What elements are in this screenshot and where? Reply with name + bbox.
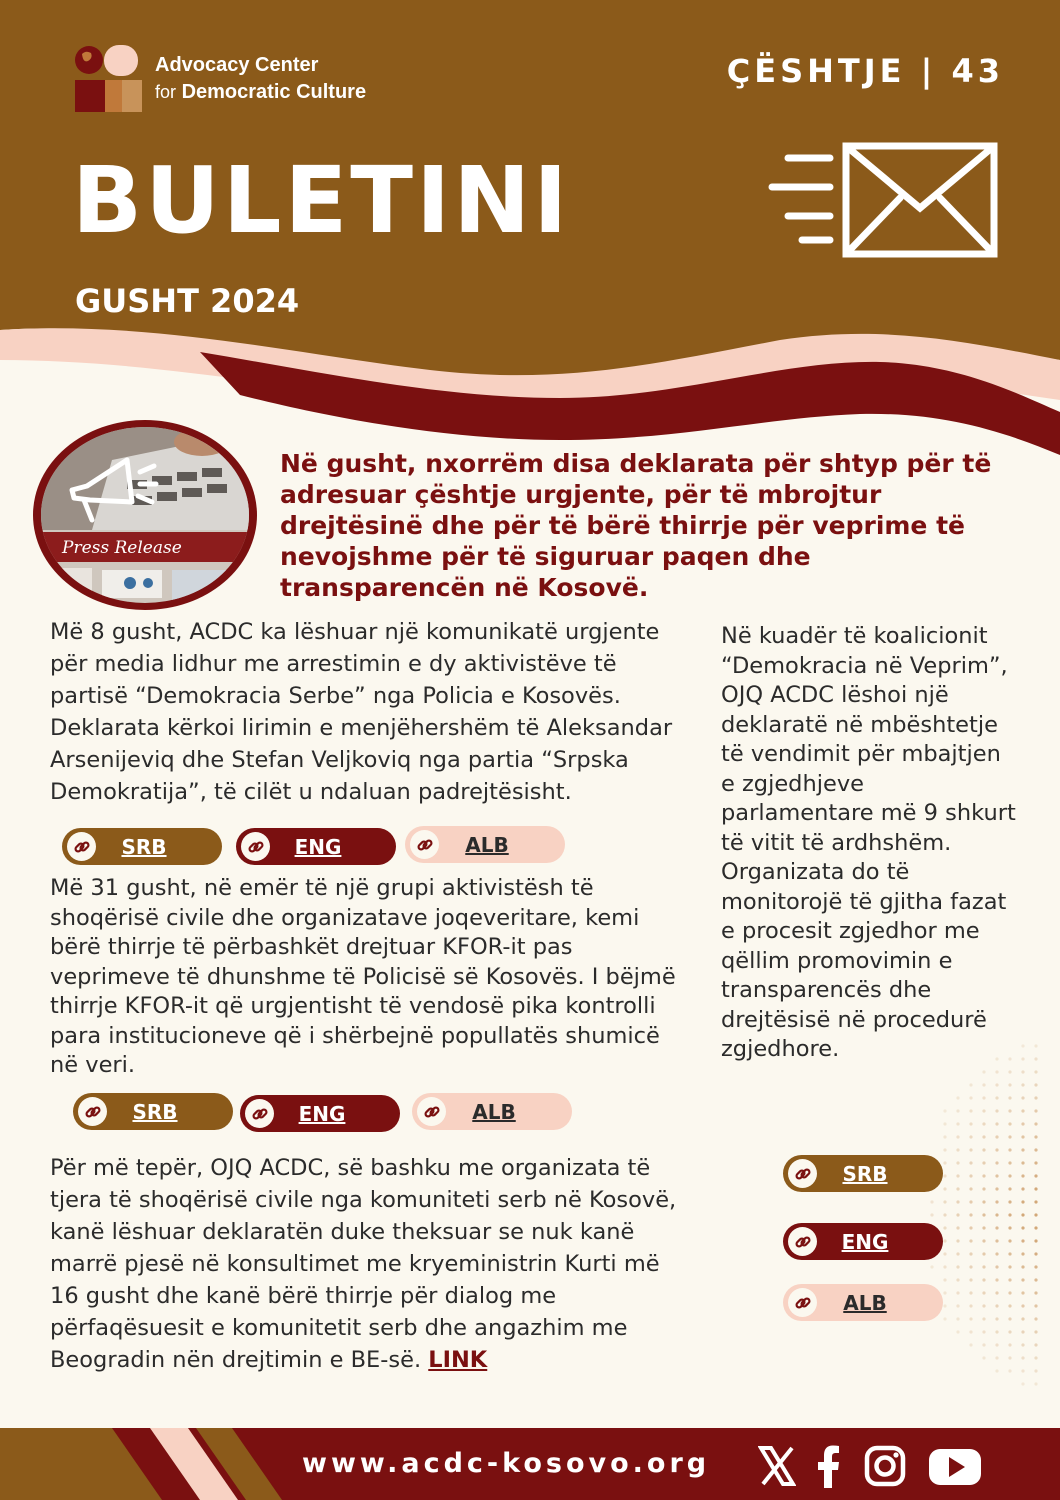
link-icon	[417, 1097, 446, 1126]
facebook-icon[interactable]	[814, 1444, 842, 1488]
org-name	[155, 52, 366, 106]
article-4-alb-link[interactable]	[783, 1284, 943, 1321]
newsletter-title: BULETINI	[72, 147, 571, 254]
article-1-text: Më 8 gusht, ACDC ka lëshuar një komunikatë urgjente për media lidhur me arrestimin e dy aktivistëve të partisë “Demokracia Serbe” nga Policia e Kosovës. Deklarata kërkoi lirimin e menjëhershëm të Aleksandar Arsenijeviq dhe Stefan Veljkoviq nga partia “Srpska Demokratija”, të cilët u ndaluan padrejtësisht.	[50, 619, 673, 805]
eng-label: ENG	[298, 1101, 346, 1126]
srb-label: SRB	[132, 1099, 178, 1124]
org-name-line2	[155, 79, 366, 106]
alb-label: ALB	[843, 1290, 887, 1315]
alb-label: ALB	[472, 1099, 516, 1124]
org-name-main: Democratic Culture	[181, 81, 367, 103]
article-4-text: Në kuadër të koalicionit “Demokracia në Veprim”, OJQ ACDC lëshoi një deklaratë në mbështetje të vendimit për mbajtjen e zgjedhjeve parlamentare më 9 shkurt të vitit të ardhshëm. Organizata do të monitorojë të gjitha fazat e procesit zgjedhor me qëllim promovimin e transparencës dhe drejtësisë në procedurë zgjedhore.	[721, 623, 1016, 1062]
org-name-line1: Advocacy Center	[155, 54, 319, 76]
link-icon	[788, 1227, 817, 1256]
article-1-eng-link[interactable]	[236, 828, 396, 865]
article-2-alb-link[interactable]	[412, 1093, 572, 1130]
org-name-prefix: for	[155, 82, 177, 102]
article-1-alb-link[interactable]	[405, 826, 565, 863]
link-icon	[410, 830, 439, 859]
link-icon	[241, 832, 270, 861]
acdc-logo	[74, 42, 146, 114]
press-release-caption: Press Release	[62, 538, 182, 558]
youtube-icon[interactable]	[928, 1444, 982, 1488]
website-link[interactable]: www.acdc-kosovo.org	[302, 1448, 711, 1479]
srb-label: SRB	[121, 834, 167, 859]
issue-number: ÇËSHTJE | 43	[726, 52, 1004, 90]
instagram-icon[interactable]	[863, 1444, 907, 1488]
article-1-srb-link[interactable]	[62, 828, 222, 865]
link-icon	[78, 1097, 107, 1126]
link-icon	[67, 832, 96, 861]
srb-label: SRB	[842, 1161, 888, 1186]
article-3-body: Për më tepër, OJQ ACDC, së bashku me organizata të tjera të shoqërisë civile nga komuniteti serb në Kosovë, kanë lëshuar deklaratën duke theksuar se nuk kanë marrë pjesë në konsultimet me kryeministrin Kurti më 16 gusht dhe kanë bërë thirrje për dialog me përfaqësuesit e komunitetit serb dhe angazhim me Beogradin nën drejtimin e BE-së.	[50, 1155, 677, 1373]
article-2-text: Më 31 gusht, në emër të një grupi aktivistësh të shoqërisë civile dhe organizatave joqeveritare, kemi bërë thirrje të përbashkët drejtuar KFOR-it pas veprimeve të dhunshme të Policisë së Kosovës. I bëjmë thirrje KFOR-it që urgjentisht të vendosë pika kontrolli para institucioneve që i shërbejnë popullatës shumicë në veri.	[50, 875, 676, 1078]
link-icon	[245, 1099, 274, 1128]
alb-label: ALB	[465, 832, 509, 857]
newsletter-month: GUSHT 2024	[75, 282, 300, 320]
article-2-srb-link[interactable]	[73, 1093, 233, 1130]
envelope-icon	[768, 140, 1000, 262]
article-2-eng-link[interactable]	[240, 1095, 400, 1132]
article-3-text	[50, 1152, 690, 1376]
intro-text: Në gusht, nxorrëm disa deklarata për shtyp për të adresuar çështje urgjente, për të mbrojtur drejtësinë dhe për të bërë thirrje për veprime të nevojshme për të siguruar paqen dhe transparencën në Kosovë.	[280, 449, 992, 602]
eng-label: ENG	[294, 834, 342, 859]
article-4-srb-link[interactable]	[783, 1155, 943, 1192]
press-release-image	[32, 420, 258, 610]
eng-label: ENG	[841, 1229, 889, 1254]
article-3-link[interactable]: LINK	[428, 1347, 488, 1373]
link-icon	[788, 1288, 817, 1317]
link-icon	[788, 1159, 817, 1188]
x-icon[interactable]	[758, 1444, 796, 1488]
article-4-eng-link[interactable]	[783, 1223, 943, 1260]
